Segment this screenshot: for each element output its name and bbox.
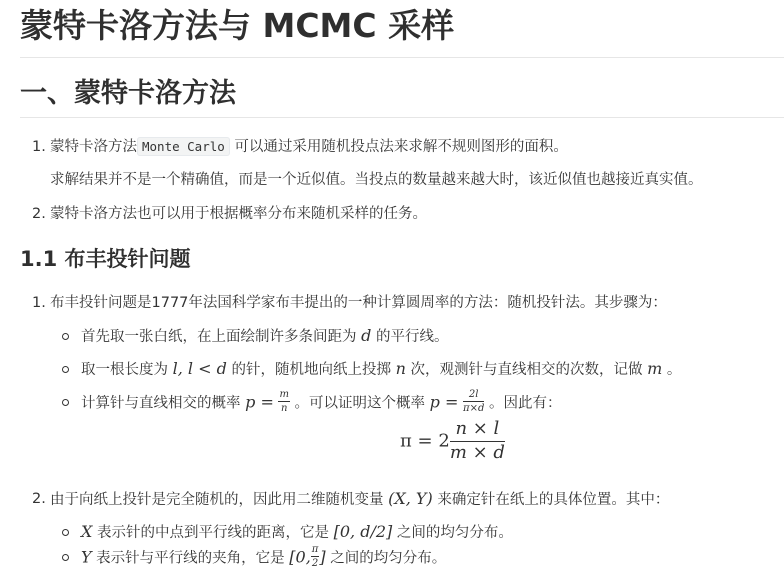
list-number: 2.: [32, 206, 46, 222]
list-number: 1.: [32, 295, 46, 311]
math-var: m: [647, 359, 663, 378]
list-item-text: 的平行线。: [375, 329, 449, 345]
math-var: X: [81, 522, 93, 541]
list-item: [81, 546, 446, 571]
math-expr: ]: [319, 547, 326, 567]
list-number: 1.: [32, 139, 46, 155]
list-item-text: 首先取一张白纸，在上面绘制许多条间距为: [81, 329, 357, 345]
list-item-text: 由于向纸上投针是完全随机的，因此用二维随机变量: [50, 492, 384, 508]
list-item: 蒙特卡洛方法也可以用于根据概率分布来随机采样的任务。: [50, 206, 427, 222]
equation-lhs: π = 2: [400, 430, 450, 452]
display-equation: [400, 418, 505, 468]
list-item-text: 表示针与平行线的夹角，它是: [96, 550, 285, 567]
list-item: [50, 136, 568, 158]
list-item-text: 之间的均匀分布。: [330, 550, 447, 567]
bullet-icon: [62, 366, 69, 373]
list-item: [81, 391, 561, 416]
inline-code: Monte Carlo: [137, 137, 230, 156]
bullet-icon: [62, 399, 69, 406]
list-item-text: 计算针与直线相交的概率: [81, 395, 241, 412]
fraction-numerator: m: [279, 389, 289, 400]
section-heading-monte-carlo: 一、蒙特卡洛方法: [20, 78, 236, 109]
math-expr: (X, Y): [388, 489, 433, 508]
fraction: [463, 389, 484, 414]
section-divider: [20, 117, 784, 118]
fraction-denominator: n: [280, 403, 288, 414]
list-item: [81, 358, 681, 381]
math-var: d: [361, 326, 372, 345]
bullet-icon: [62, 554, 69, 561]
fraction-numerator: 2l: [463, 389, 484, 402]
bullet-icon: [62, 529, 69, 536]
list-item-text: 来确定针在纸上的具体位置。其中：: [437, 492, 670, 508]
list-item-text: 表示针的中点到平行线的距离，它是: [97, 525, 329, 541]
list-item-text: 蒙特卡洛方法: [50, 139, 137, 155]
list-item: [50, 488, 669, 511]
list-item-text: 。: [666, 362, 682, 378]
paragraph: 求解结果并不是一个精确值，而是一个近似值。当投点的数量越来越大时，该近似值也越接近真实值。: [50, 172, 703, 188]
subsection-heading-buffon: 1.1 布丰投针问题: [20, 247, 191, 271]
fraction: [311, 544, 320, 569]
list-item-text: 。因此有：: [488, 395, 562, 412]
math-expr: p =: [429, 392, 459, 412]
title-divider: [20, 57, 784, 58]
list-item-text: 可以通过采用随机投点法来求解不规则图形的面积。: [234, 139, 568, 155]
list-item: [81, 325, 448, 348]
fraction-numerator: π: [311, 544, 319, 555]
list-item: 布丰投针问题是1777年法国科学家布丰提出的一种计算圆周率的方法：随机投针法。其步骤为：: [50, 295, 667, 311]
math-expr: p =: [245, 392, 274, 412]
equation-numerator: n × l: [450, 418, 505, 442]
list-item-text: 的针，随机地向纸上投掷: [231, 362, 391, 378]
fraction: [278, 389, 289, 414]
math-var: Y: [81, 547, 92, 567]
fraction-denominator: π×d: [463, 403, 485, 414]
equation-denominator: m × d: [449, 442, 505, 463]
list-item-text: 。可以证明这个概率: [294, 395, 426, 412]
list-number: 2.: [32, 491, 46, 507]
list-item: [81, 521, 513, 544]
bullet-icon: [62, 333, 69, 340]
math-expr: [0, d/2]: [333, 522, 393, 541]
math-expr: l, l < d: [172, 359, 227, 378]
list-item-text: 之间的均匀分布。: [396, 525, 513, 541]
list-item-text: 取一根长度为: [81, 362, 168, 378]
equation-fraction: [450, 418, 505, 464]
fraction-denominator: 2: [311, 558, 319, 569]
list-item-text: 次，观测针与直线相交的次数，记做: [410, 362, 643, 378]
page-title: 蒙特卡洛方法与 MCMC 采样: [20, 6, 455, 45]
math-var: n: [395, 359, 406, 378]
math-expr: [0,: [289, 547, 311, 567]
